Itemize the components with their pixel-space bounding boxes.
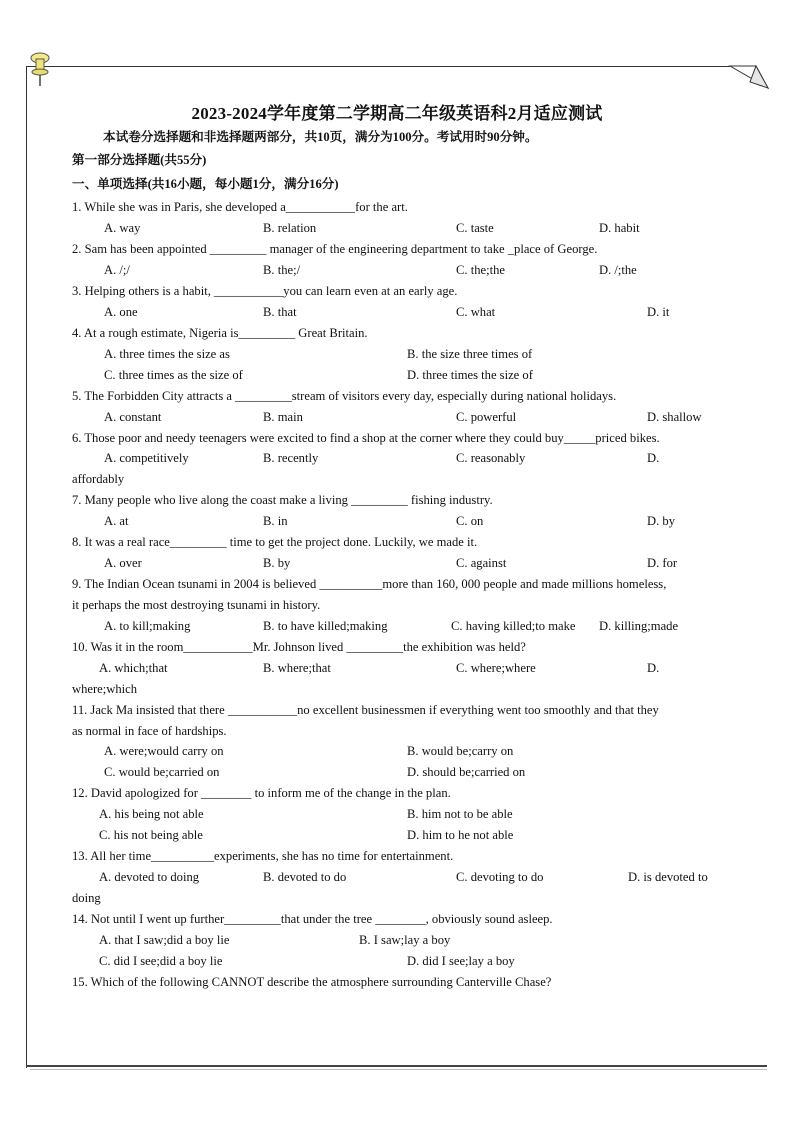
option-d: D. is devoted to <box>628 870 708 884</box>
question-stem: 7. Many people who live along the coast make a living _________ fishing industry. <box>72 493 493 507</box>
option-b: B. relation <box>263 221 317 235</box>
page-title: 2023-2024学年度第二学期高二年级英语科2月适应测试 <box>191 104 603 123</box>
option-a: A. three times the size as <box>104 347 230 361</box>
question-stem: 9. The Indian Ocean tsunami in 2004 is believed __________more than 160, 000 people and made millions homeless, <box>72 577 667 591</box>
option-c: C. reasonably <box>456 451 526 465</box>
option-d: D. killing;made <box>599 619 679 633</box>
option-c: C. his not being able <box>99 828 203 842</box>
option-d: D. for <box>647 556 678 570</box>
option-c: C. taste <box>456 221 494 235</box>
option-d-text: doing <box>72 891 101 905</box>
question-stem: 2. Sam has been appointed _________ manager of the engineering department to take _place of George. <box>72 242 598 256</box>
option-a: A. which;that <box>99 661 168 675</box>
page-border-shadow <box>30 1069 767 1070</box>
option-c: C. would be;carried on <box>104 765 220 779</box>
option-d: D. <box>647 451 660 465</box>
question-stem: 10. Was it in the room___________Mr. Johnson lived _________the exhibition was held? <box>72 640 526 654</box>
option-b: B. recently <box>263 451 319 465</box>
option-c: C. did I see;did a boy lie <box>99 954 223 968</box>
option-b: B. by <box>263 556 291 570</box>
option-a: A. one <box>104 305 138 319</box>
question-stem: 14. Not until I went up further_________that under the tree ________, obviously sound asleep. <box>72 912 553 926</box>
option-b: B. would be;carry on <box>407 744 514 758</box>
option-c: C. three times as the size of <box>104 368 243 382</box>
option-a: A. over <box>104 556 142 570</box>
option-d: D. did I see;lay a boy <box>407 954 515 968</box>
option-c: C. what <box>456 305 496 319</box>
page-border-top <box>26 66 730 67</box>
option-a: A. his being not able <box>99 807 204 821</box>
question-stem: 3. Helping others is a habit, ___________you can learn even at an early age. <box>72 284 458 298</box>
option-d: D. shallow <box>647 410 702 424</box>
question-stem: 12. David apologized for ________ to inform me of the change in the plan. <box>72 786 451 800</box>
option-a: A. at <box>104 514 129 528</box>
question-stem: 1. While she was in Paris, she developed a___________for the art. <box>72 200 408 214</box>
option-b: B. where;that <box>263 661 331 675</box>
option-a: A. competitively <box>104 451 189 465</box>
question-stem-continued: as normal in face of hardships. <box>72 724 227 738</box>
option-b: B. I saw;lay a boy <box>359 933 451 947</box>
option-b: B. devoted to do <box>263 870 347 884</box>
option-b: B. him not to be able <box>407 807 513 821</box>
option-d: D. him to he not able <box>407 828 514 842</box>
question-stem: 4. At a rough estimate, Nigeria is_________ Great Britain. <box>72 326 368 340</box>
option-c: C. powerful <box>456 410 517 424</box>
exam-intro: 本试卷分选择题和非选择题两部分，共10页，满分为100分。考试用时90分钟。 <box>103 130 538 144</box>
option-d: D. it <box>647 305 670 319</box>
question-stem: 8. It was a real race_________ time to get the project done. Luckily, we made it. <box>72 535 478 549</box>
option-c: C. the;the <box>456 263 505 277</box>
option-a: A. way <box>104 221 141 235</box>
option-a: A. that I saw;did a boy lie <box>99 933 230 947</box>
option-d-text: affordably <box>72 472 125 486</box>
option-d: D. by <box>647 514 675 528</box>
question-stem: 11. Jack Ma insisted that there ___________no excellent businessmen if everything went too smoothly and that they <box>72 703 659 717</box>
question-stem: 6. Those poor and needy teenagers were excited to find a shop at the corner where they could buy_____priced bikes. <box>72 431 660 445</box>
question-stem-continued: it perhaps the most destroying tsunami in history. <box>72 598 321 612</box>
option-c: C. having killed;to make <box>451 619 576 633</box>
option-b: B. the;/ <box>263 263 301 277</box>
option-a: A. /;/ <box>104 263 130 277</box>
question-stem: 5. The Forbidden City attracts a _________stream of visitors every day, especially during national holidays. <box>72 389 617 403</box>
option-c: C. against <box>456 556 507 570</box>
option-d: D. habit <box>599 221 640 235</box>
option-d: D. /;the <box>599 263 637 277</box>
option-d: D. should be;carried on <box>407 765 526 779</box>
question-stem: 13. All her time__________experiments, she has no time for entertainment. <box>72 849 454 863</box>
page-border-bottom <box>26 1065 767 1067</box>
option-b: B. to have killed;making <box>263 619 388 633</box>
option-d: D. <box>647 661 660 675</box>
option-a: A. were;would carry on <box>104 744 224 758</box>
option-c: C. devoting to do <box>456 870 544 884</box>
option-d: D. three times the size of <box>407 368 533 382</box>
option-c: C. on <box>456 514 484 528</box>
option-a: A. constant <box>104 410 162 424</box>
option-b: B. the size three times of <box>407 347 533 361</box>
question-stem: 15. Which of the following CANNOT describe the atmosphere surrounding Canterville Chase? <box>72 975 552 989</box>
pushpin-icon <box>26 50 56 90</box>
option-a: A. to kill;making <box>104 619 191 633</box>
option-b: B. in <box>263 514 288 528</box>
page-curl-icon <box>728 60 770 94</box>
section-heading: 一、单项选择(共16小题，每小题1分，满分16分) <box>72 177 339 191</box>
page-border-left <box>26 66 27 1068</box>
option-b: B. main <box>263 410 303 424</box>
part-heading: 第一部分选择题(共55分) <box>72 153 207 167</box>
option-d-text: where;which <box>72 682 138 696</box>
option-c: C. where;where <box>456 661 536 675</box>
option-a: A. devoted to doing <box>99 870 200 884</box>
option-b: B. that <box>263 305 297 319</box>
